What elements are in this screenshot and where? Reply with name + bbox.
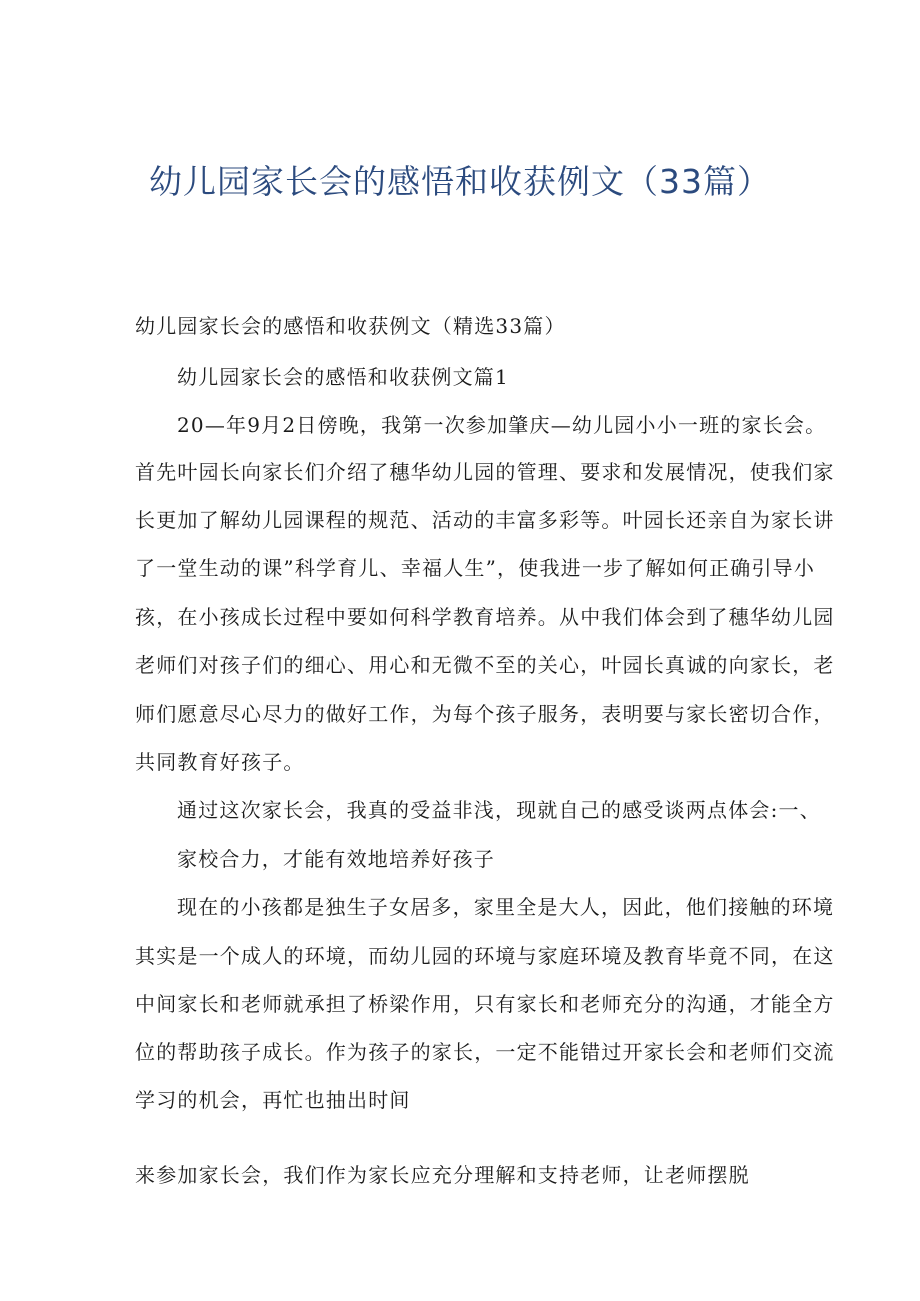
paragraph-line: 老师们对孩子们的细心、用心和无微不至的关心，叶园长真诚的向家长，老 xyxy=(135,653,835,677)
paragraph-line: 师们愿意尽心尽力的做好工作，为每个孩子服务，表明要与家长密切合作， xyxy=(135,702,835,726)
paragraph-line: 来参加家长会，我们作为家长应充分理解和支持老师，让老师摆脱 xyxy=(135,1163,750,1187)
paragraph-line: 家校合力，才能有效地培养好孩子 xyxy=(177,847,495,871)
paragraph-line: 其实是一个成人的环境，而幼儿园的环境与家庭环境及教育毕竟不同，在这 xyxy=(135,944,835,968)
document-title: 幼儿园家长会的感悟和收获例文（33篇） xyxy=(149,162,771,201)
document-subtitle: 幼儿园家长会的感悟和收获例文（精选33篇） xyxy=(135,314,566,338)
paragraph-line: 位的帮助孩子成长。作为孩子的家长，一定不能错过开家长会和老师们交流 xyxy=(135,1040,835,1064)
paragraph-line: 长更加了解幼儿园课程的规范、活动的丰富多彩等。叶园长还亲自为家长讲 xyxy=(135,508,835,532)
section-heading: 幼儿园家长会的感悟和收获例文篇1 xyxy=(177,365,509,389)
paragraph-line: 通过这次家长会，我真的受益非浅，现就自己的感受谈两点体会:一、 xyxy=(177,798,821,822)
paragraph-line: 现在的小孩都是独生子女居多，家里全是大人，因此，他们接触的环境 xyxy=(177,895,835,919)
paragraph-line: 了一堂生动的课”科学育儿、幸福人生”，使我进一步了解如何正确引导小 xyxy=(135,556,816,580)
paragraph-line: 共同教育好孩子。 xyxy=(135,750,305,774)
paragraph-line: 孩，在小孩成长过程中要如何科学教育培养。从中我们体会到了穗华幼儿园 xyxy=(135,605,835,629)
paragraph-line: 中间家长和老师就承担了桥梁作用，只有家长和老师充分的沟通，才能全方 xyxy=(135,992,835,1016)
paragraph-line: 学习的机会，再忙也抽出时间 xyxy=(135,1088,411,1112)
paragraph-line: 首先叶园长向家长们介绍了穗华幼儿园的管理、要求和发展情况，使我们家 xyxy=(135,460,835,484)
paragraph-line: 20—年9月2日傍晚，我第一次参加肇庆—幼儿园小小一班的家长会。 xyxy=(177,413,827,437)
